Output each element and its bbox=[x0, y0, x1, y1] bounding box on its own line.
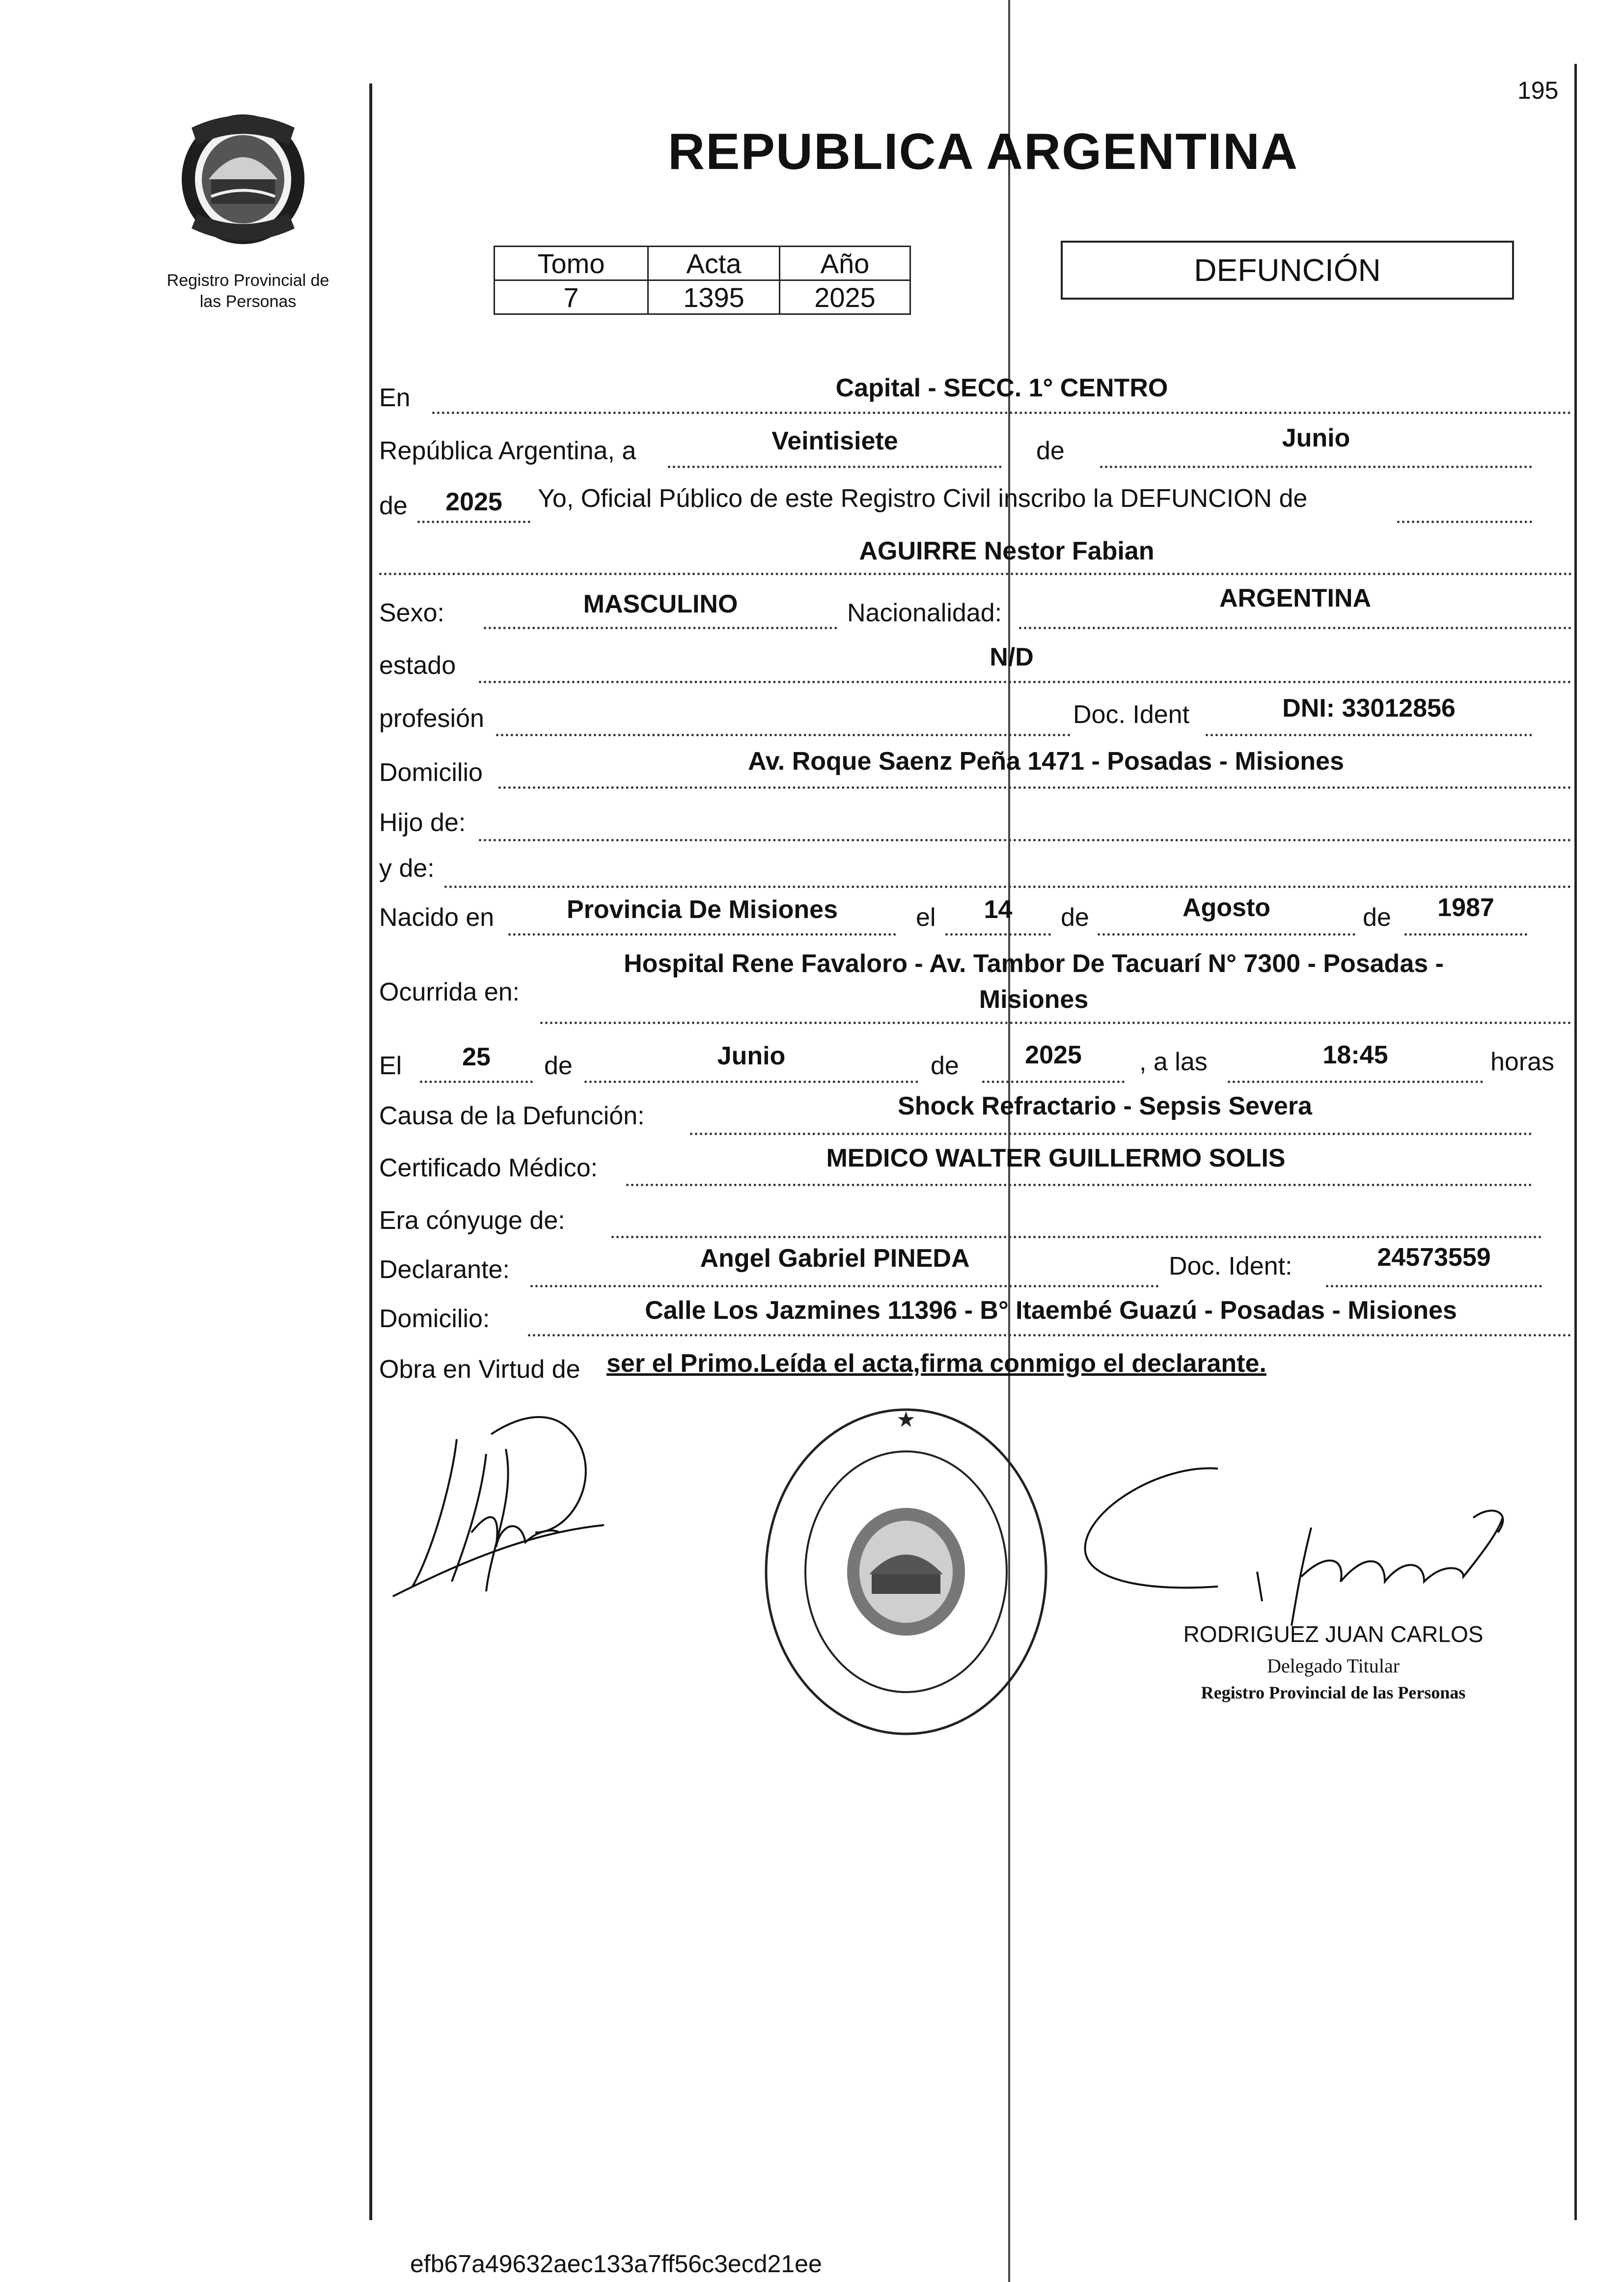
ocurrida-field-line bbox=[540, 988, 1571, 1024]
de-label-5: de bbox=[544, 1052, 573, 1080]
nacionalidad-value: ARGENTINA bbox=[1219, 584, 1372, 612]
month-value: Junio bbox=[1282, 424, 1350, 452]
de-label-1: de bbox=[1036, 437, 1065, 465]
conyuge-label: Era cónyuge de: bbox=[379, 1206, 565, 1235]
hijo-field-line bbox=[479, 806, 1571, 841]
domicilio-label: Domicilio bbox=[379, 758, 483, 787]
document-type-box: DEFUNCIÓN bbox=[1061, 241, 1514, 300]
svg-text:★: ★ bbox=[896, 1408, 916, 1432]
yde-field-line bbox=[444, 852, 1571, 888]
official-registry: Registro Provincial de las Personas bbox=[1201, 1683, 1466, 1702]
el2-label: El bbox=[379, 1052, 402, 1080]
certificado-label: Certificado Médico: bbox=[379, 1154, 598, 1182]
official-role: Delegado Titular bbox=[1267, 1655, 1400, 1677]
declarante-value: Angel Gabriel PINEDA bbox=[700, 1244, 970, 1273]
registry-line-1: Registro Provincial de bbox=[166, 271, 330, 290]
doc-ident2-value: 24573559 bbox=[1377, 1243, 1491, 1272]
de-label-4: de bbox=[1363, 903, 1391, 932]
nacionalidad-label: Nacionalidad: bbox=[847, 599, 1002, 627]
en-label: En bbox=[379, 384, 411, 412]
domicilio2-label: Domicilio: bbox=[379, 1305, 490, 1333]
ocurrida-value-line-1: Hospital Rene Favaloro - Av. Tambor De Tacuarí N° 7300 - Posadas - bbox=[624, 949, 1444, 978]
sexo-value: MASCULINO bbox=[583, 590, 738, 618]
estado-value: N/D bbox=[990, 643, 1034, 671]
document-title: REPUBLICA ARGENTINA bbox=[668, 123, 1299, 180]
trailing-line-1 bbox=[1397, 487, 1532, 523]
conyuge-field-line bbox=[611, 1202, 1542, 1238]
birth-month-value: Agosto bbox=[1182, 893, 1271, 922]
domicilio2-value: Calle Los Jazmines 11396 - B° Itaembé Guazú - Posadas - Misiones bbox=[645, 1296, 1457, 1325]
page-number: 195 bbox=[1517, 77, 1559, 104]
sexo-label: Sexo: bbox=[379, 599, 444, 627]
profesion-field-line bbox=[496, 700, 1071, 736]
acta-value: 1395 bbox=[648, 280, 780, 314]
alas-label: , a las bbox=[1139, 1048, 1208, 1076]
yo-oficial-text: Yo, Oficial Público de este Registro Civil inscribo la DEFUNCION de bbox=[538, 484, 1308, 513]
doc-ident2-label: Doc. Ident: bbox=[1169, 1252, 1293, 1280]
acta-header: Acta bbox=[648, 247, 780, 280]
death-month-value: Junio bbox=[717, 1042, 786, 1070]
deceased-name-value: AGUIRRE Nestor Fabian bbox=[859, 537, 1155, 565]
hijo-label: Hijo de: bbox=[379, 808, 466, 837]
tomo-value: 7 bbox=[495, 280, 648, 314]
document-hash: efb67a49632aec133a7ff56c3ecd21ee bbox=[410, 2250, 822, 2278]
doc-ident-label: Doc. Ident bbox=[1073, 700, 1190, 729]
de-label-2: de bbox=[379, 492, 408, 520]
official-name: RODRIGUEZ JUAN CARLOS bbox=[1183, 1621, 1484, 1647]
nacido-value: Provincia De Misiones bbox=[567, 895, 838, 924]
horas-label: horas bbox=[1490, 1048, 1555, 1076]
certificado-value: MEDICO WALTER GUILLERMO SOLIS bbox=[826, 1144, 1286, 1172]
ano-value: 2025 bbox=[780, 280, 910, 314]
republica-label: República Argentina, a bbox=[379, 437, 636, 465]
tomo-header: Tomo bbox=[495, 247, 648, 280]
de-label-3: de bbox=[1061, 903, 1089, 932]
doc-ident-value: DNI: 33012856 bbox=[1282, 694, 1456, 723]
birth-year-value: 1987 bbox=[1437, 893, 1494, 922]
obra-value: ser el Primo.Leída el acta,firma conmigo el declarante. bbox=[606, 1349, 1266, 1378]
year-value: 2025 bbox=[445, 488, 502, 516]
official-seal bbox=[759, 1402, 1053, 1741]
causa-value: Shock Refractario - Sepsis Severa bbox=[898, 1092, 1312, 1120]
declarant-signature bbox=[373, 1385, 648, 1660]
ocurrida-label: Ocurrida en: bbox=[379, 978, 520, 1006]
causa-label: Causa de la Defunción: bbox=[379, 1102, 645, 1130]
left-margin-line bbox=[369, 83, 372, 2220]
right-margin-line bbox=[1574, 64, 1577, 2220]
obra-label: Obra en Virtud de bbox=[379, 1355, 580, 1384]
fold-line bbox=[1008, 0, 1010, 2282]
book-reference-table bbox=[494, 246, 911, 315]
birth-day-value: 14 bbox=[984, 895, 1013, 924]
registry-name bbox=[138, 270, 358, 312]
ano-header: Año bbox=[780, 247, 910, 280]
time-value: 18:45 bbox=[1322, 1041, 1388, 1069]
nacido-label: Nacido en bbox=[379, 903, 495, 932]
declarante-label: Declarante: bbox=[379, 1255, 510, 1284]
domicilio-value: Av. Roque Saenz Peña 1471 - Posadas - Misiones bbox=[748, 747, 1344, 776]
death-day-value: 25 bbox=[462, 1043, 491, 1071]
official-block bbox=[1161, 1621, 1505, 1703]
death-year-value: 2025 bbox=[1025, 1041, 1082, 1069]
province-emblem bbox=[172, 106, 314, 253]
registry-line-2: las Personas bbox=[199, 292, 297, 311]
profesion-label: profesión bbox=[379, 704, 484, 733]
yde-label: y de: bbox=[379, 854, 435, 883]
ocurrida-value-line-2: Misiones bbox=[979, 985, 1089, 1014]
de-label-6: de bbox=[931, 1052, 959, 1080]
el-label: el bbox=[916, 903, 936, 932]
en-value: Capital - SECC. 1° CENTRO bbox=[835, 374, 1168, 402]
day-words-value: Veintisiete bbox=[771, 427, 898, 455]
estado-label: estado bbox=[379, 651, 456, 680]
